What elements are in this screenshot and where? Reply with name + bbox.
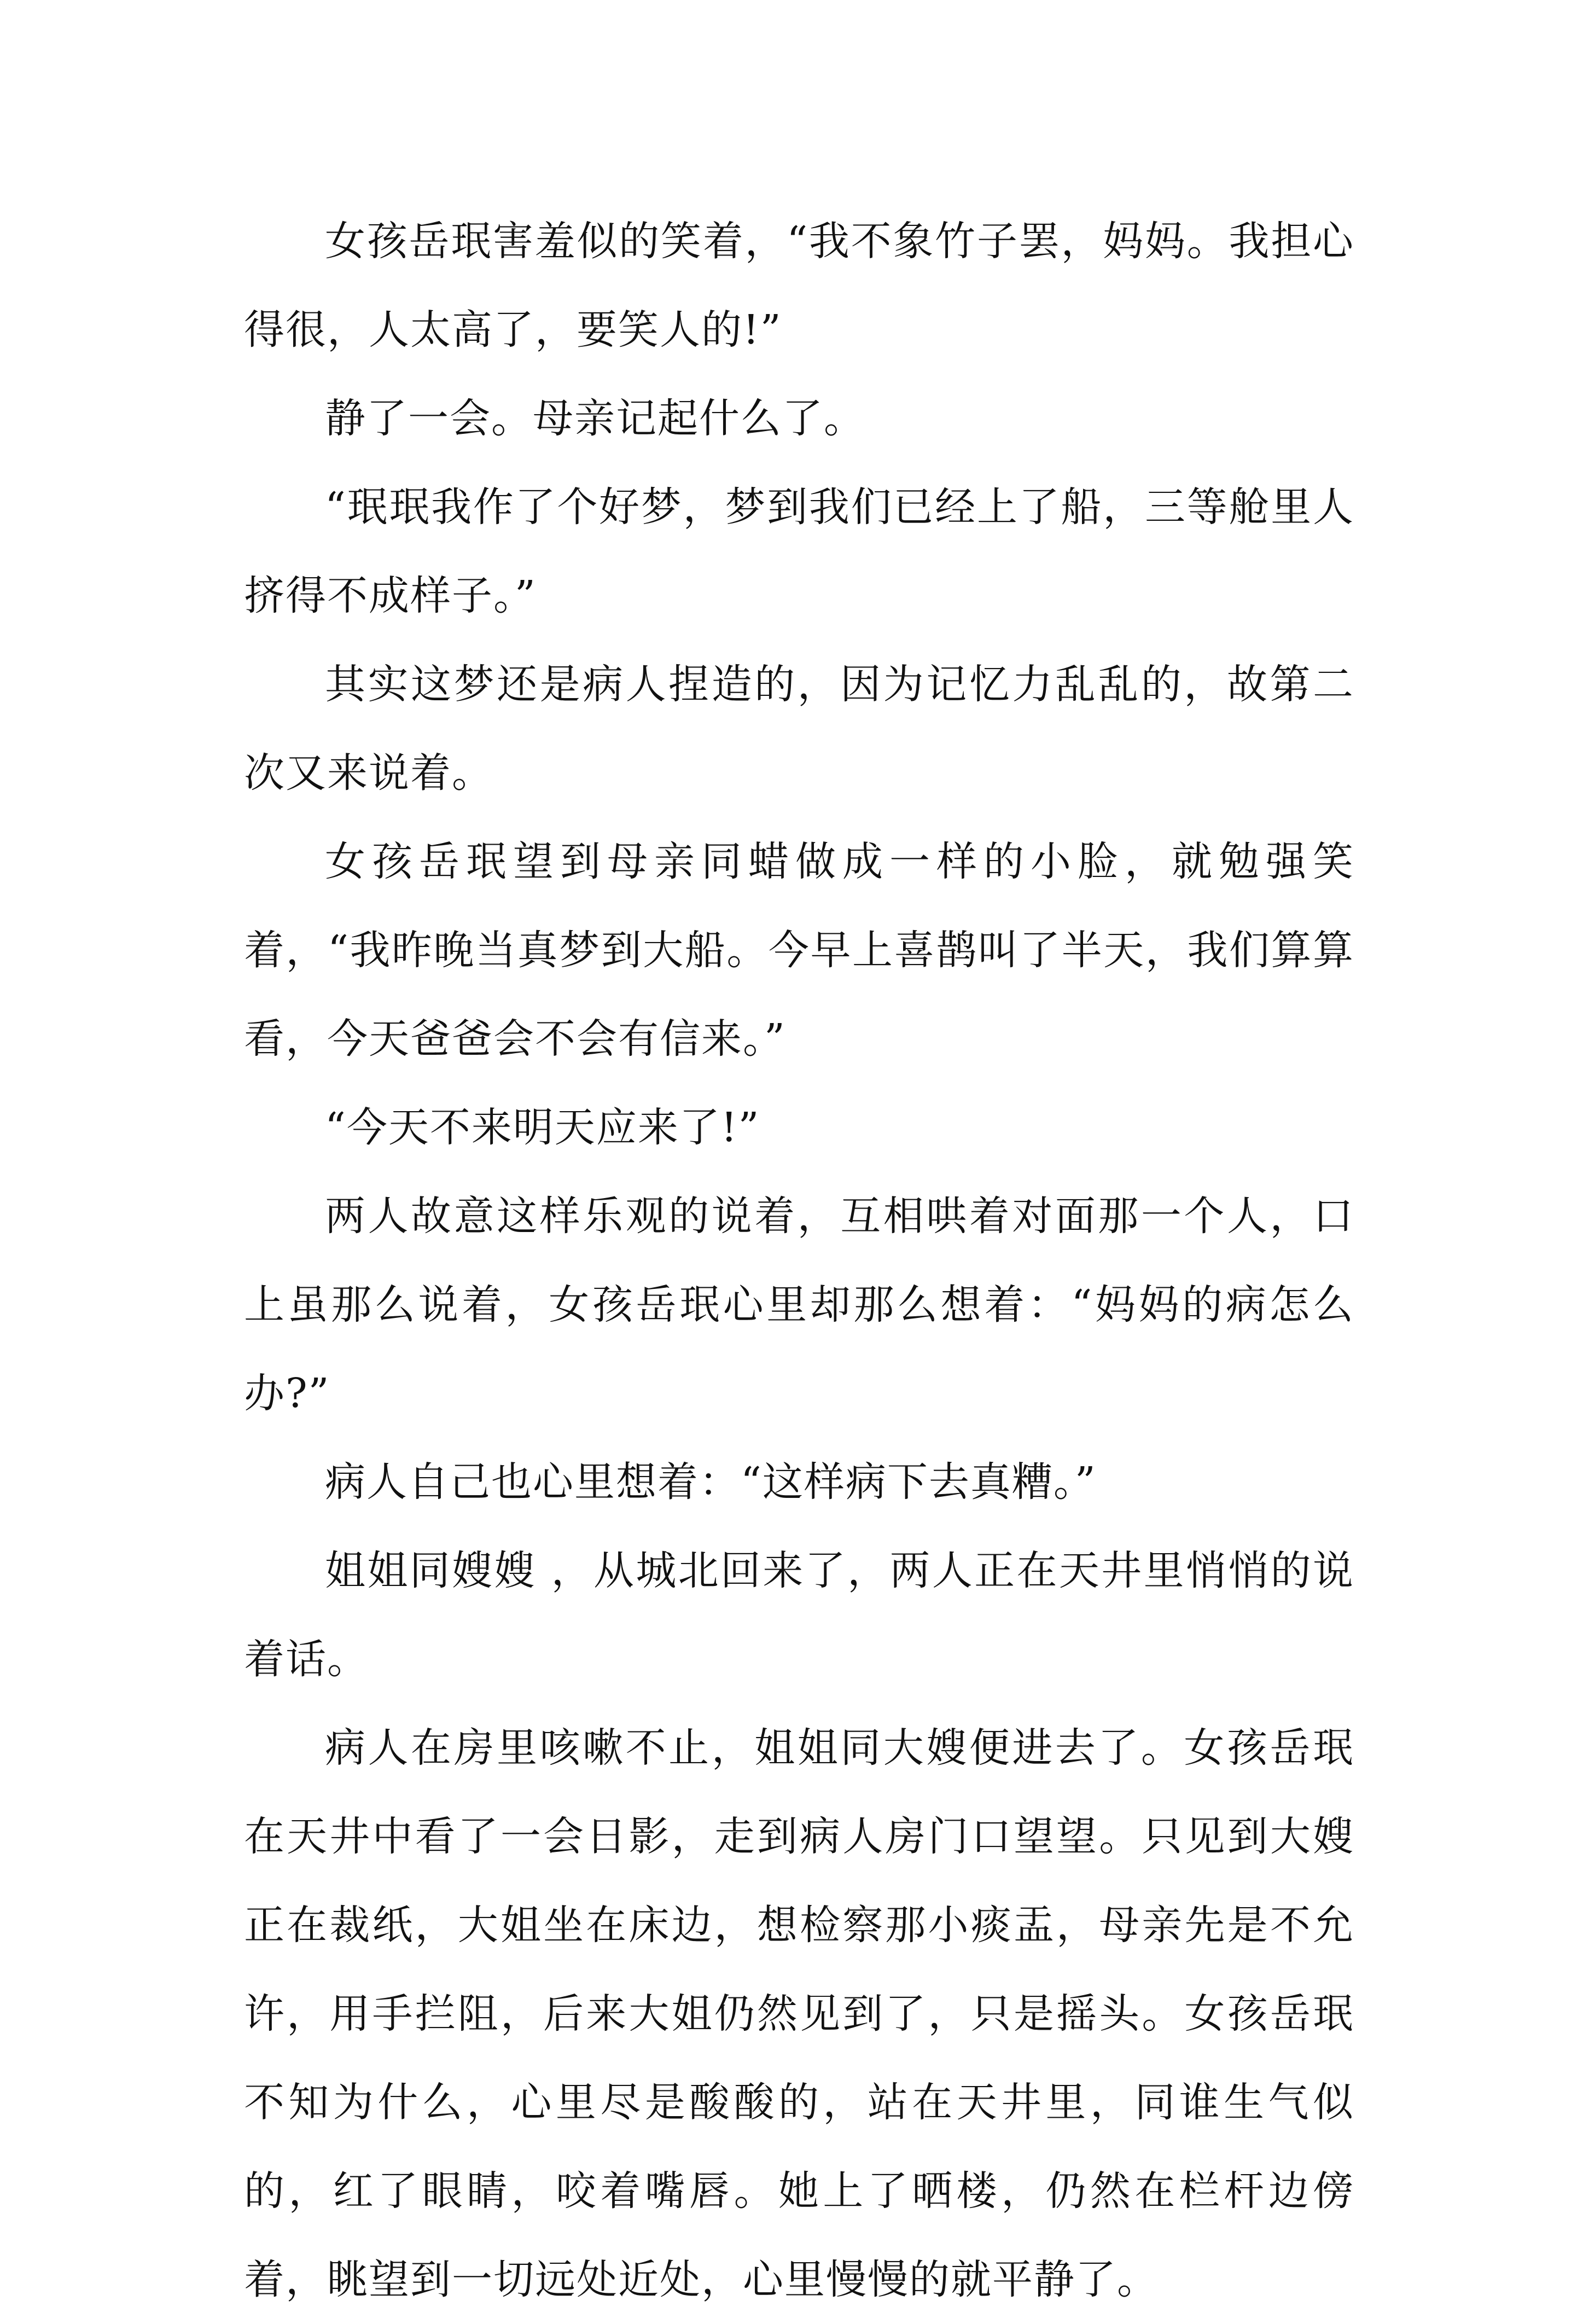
paragraph: 姐姐同嫂嫂 ，从城北回来了，两人正在天井里悄悄的说着话。 — [244, 1547, 1354, 1683]
paragraph: 女孩岳珉害羞似的笑着，“我不象竹子罢，妈妈。我担心得很，人太高了，要笑人的!” — [244, 218, 1354, 353]
paragraph: 病人自己也心里想着：“这样病下去真糟。” — [325, 1459, 1097, 1506]
paragraph: 女孩岳珉望到母亲同蜡做成一样的小脸，就勉强笑着，“我昨晚当真梦到大船。今早上喜鹊叫了半天，我们算算看，今天爸爸会不会有信来。” — [244, 838, 1354, 1062]
paragraph: 病人在房里咳嗽不止，姐姐同大嫂便进去了。女孩岳珉在天井中看了一会日影，走到病人房门口望望。只见到大嫂正在裁纸，大姐坐在床边，想检察那小痰盂，母亲先是不允许，用手拦阻，后来大姐仍然见到了，只是摇头。女孩岳珉不知为什么，心里尽是酸酸的，站在天井里，同谁生气似的，红了眼睛，咬着嘴唇。她上了晒楼，仍然在栏杆边傍着，眺望到一切远处近处，心里慢慢的就平静了。 — [244, 1724, 1354, 2303]
paragraph: 其实这梦还是病人捏造的，因为记忆力乱乱的，故第二次又来说着。 — [244, 661, 1354, 797]
body-text — [244, 197, 1354, 2324]
paragraph: 静了一会。母亲记起什么了。 — [325, 395, 865, 442]
paragraph: “今天不来明天应来了!” — [325, 1104, 760, 1151]
paragraph: “珉珉我作了个好梦，梦到我们已经上了船，三等舱里人挤得不成样子。” — [244, 484, 1354, 619]
paragraph: 两人故意这样乐观的说着，互相哄着对面那一个人，口上虽那么说着，女孩岳珉心里却那么想着：“妈妈的病怎么办?” — [244, 1193, 1354, 1417]
